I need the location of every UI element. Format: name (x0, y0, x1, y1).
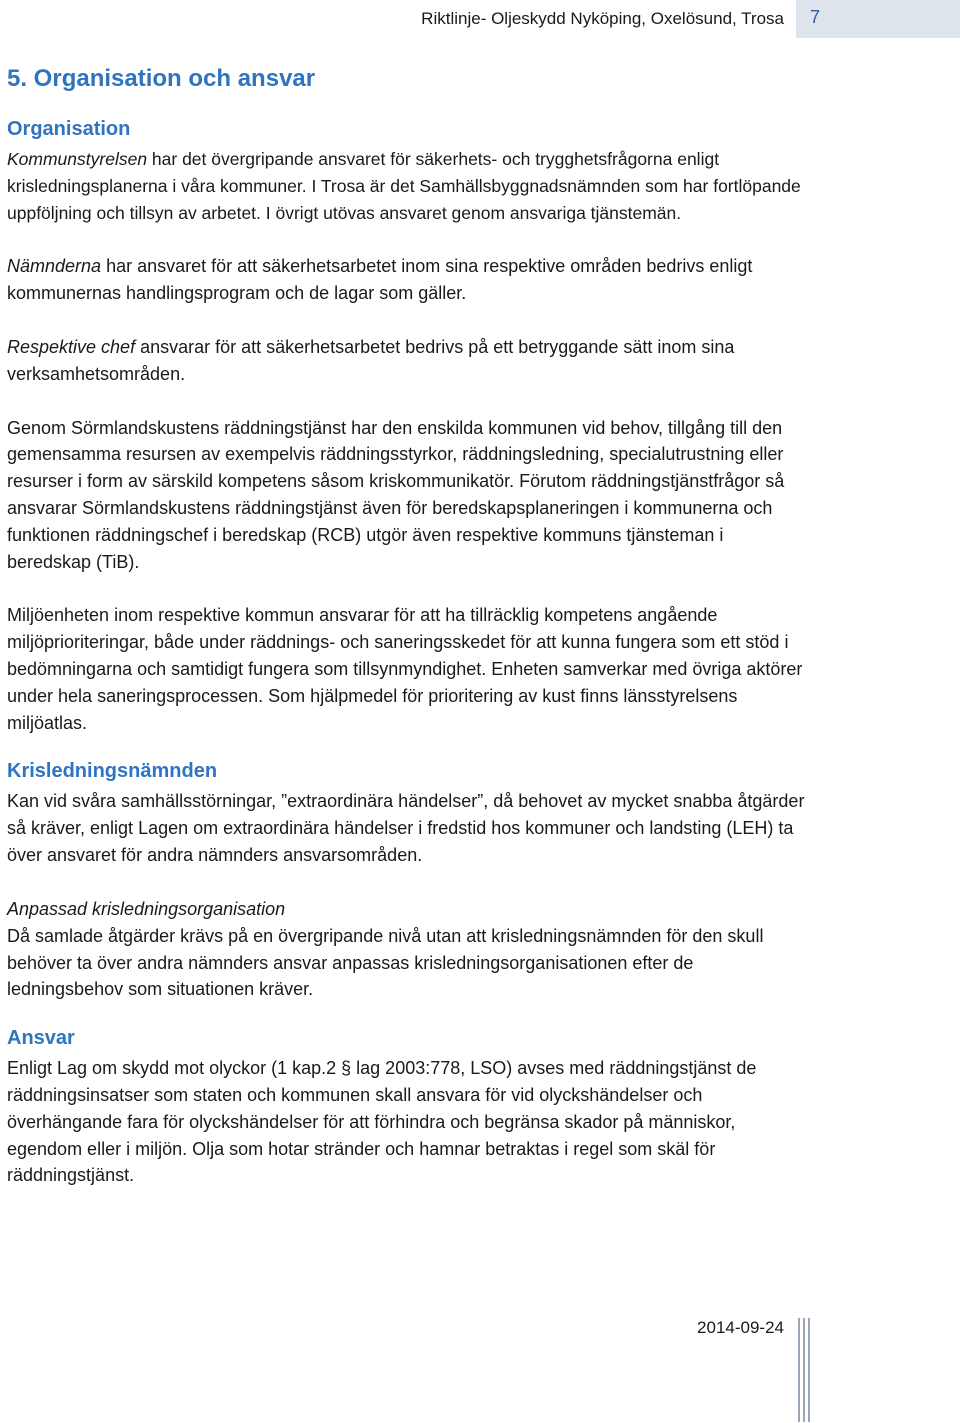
footer-date: 2014-09-24 (697, 1318, 784, 1337)
paragraph-kommunstyrelsen (7, 146, 807, 226)
text-namnderna: har ansvaret för att säkerhetsarbetet inom sina respektive områden bedrivs enligt kommunernas handlingsprogram och de lagar som gäller. (7, 256, 753, 304)
text-kommunstyrelsen: har det övergripande ansvaret för säkerhets- och trygghetsfrågorna enligt krisledningsplanerna i våra kommuner. I Trosa är det Samhällsbyggnadsnämnden som har fortlöpande uppföljning och tillsyn av arbetet. I övrigt utövas ansvaret genom ansvariga tjänstemän. (7, 149, 801, 223)
em-namnderna: Nämnderna (7, 256, 102, 277)
paragraph-miljoenheten: Miljöenheten inom respektive kommun ansvarar för att ha tillräcklig kompetens angående miljöprioriteringar, både under räddnings- och saneringsskedet för att kunna fungera som ett stöd i bedömningarna och samtidigt fungera som tillsynmyndighet. Enheten samverkar med övriga aktörer under hela saneringsprocessen. Som hjälpmedel för prioritering av kust finns länsstyrelsens miljöatlas. (7, 605, 803, 733)
paragraph-namnderna (7, 253, 807, 307)
paragraph-ansvar: Enligt Lag om skydd mot olyckor (1 kap.2 § lag 2003:778, LSO) avses med räddningstjänst de räddningsinsatser som staten och kommunen skall ansvara för vid olyckshändelser och överhängande fara för olyckshändelser för att förhindra och begränsa skador på människor, egendom eller i miljön. Olja som hotar stränder och hamnar betraktas i regel som skäl för räddningstjänst. (7, 1058, 757, 1186)
page-content (7, 62, 807, 1189)
paragraph-anpassad: Då samlade åtgärder krävs på en övergripande nivå utan att krisledningsnämnden för den skull behöver ta över andra nämnders ansvar anpassas krisledningsorganisationen efter de ledningsbehov som situationen kräver. (7, 925, 764, 1000)
em-kommunstyrelsen: Kommunstyrelsen (7, 149, 148, 169)
heading-anpassad-krisledningsorganisation: Anpassad krisledningsorganisation (7, 898, 286, 919)
paragraph-respektive-chef (7, 334, 807, 388)
paragraph-sormlandskusten: Genom Sörmlandskustens räddningstjänst har den enskilda kommunen vid behov, tillgång till den gemensamma resursen av exempelvis räddningsstyrkor, räddningsledning, specialutrustning eller resurser i form av särskild kompetens såsom kriskommunikatör. Förutom räddningstjänstfrågor så ansvarar Sörmlandskustens räddningstjänst även för beredskapsplaneringen i kommunerna och funktionen räddningschef i beredskap (RCB) utgör även respektive kommuns tjänsteman i beredskap (TiB). (7, 417, 785, 572)
footer-decoration (798, 1318, 812, 1422)
em-respektive-chef: Respektive chef (7, 336, 136, 357)
document-title: Riktlinje- Oljeskydd Nyköping, Oxelösund, Trosa (421, 9, 784, 28)
heading-krisledningsnamnden: Krisledningsnämnden (7, 760, 218, 783)
text-respektive-chef: ansvarar för att säkerhetsarbetet bedrivs på ett betryggande sätt inom sina verksamhetsområden. (7, 336, 735, 384)
page-number: 7 (810, 7, 821, 27)
section-title: 5. Organisation och ansvar (7, 65, 316, 92)
page-number-box (796, 0, 960, 38)
heading-organisation: Organisation (7, 118, 131, 140)
paragraph-krisledningsnamnden: Kan vid svåra samhällsstörningar, ”extraordinära händelser”, då behovet av mycket snabba åtgärder så kräver, enligt Lagen om extraordinära händelser i fredstid hos kommuner och landsting (LEH) ta över ansvaret för andra nämnders ansvarsområden. (7, 791, 805, 865)
heading-ansvar: Ansvar (7, 1027, 75, 1050)
